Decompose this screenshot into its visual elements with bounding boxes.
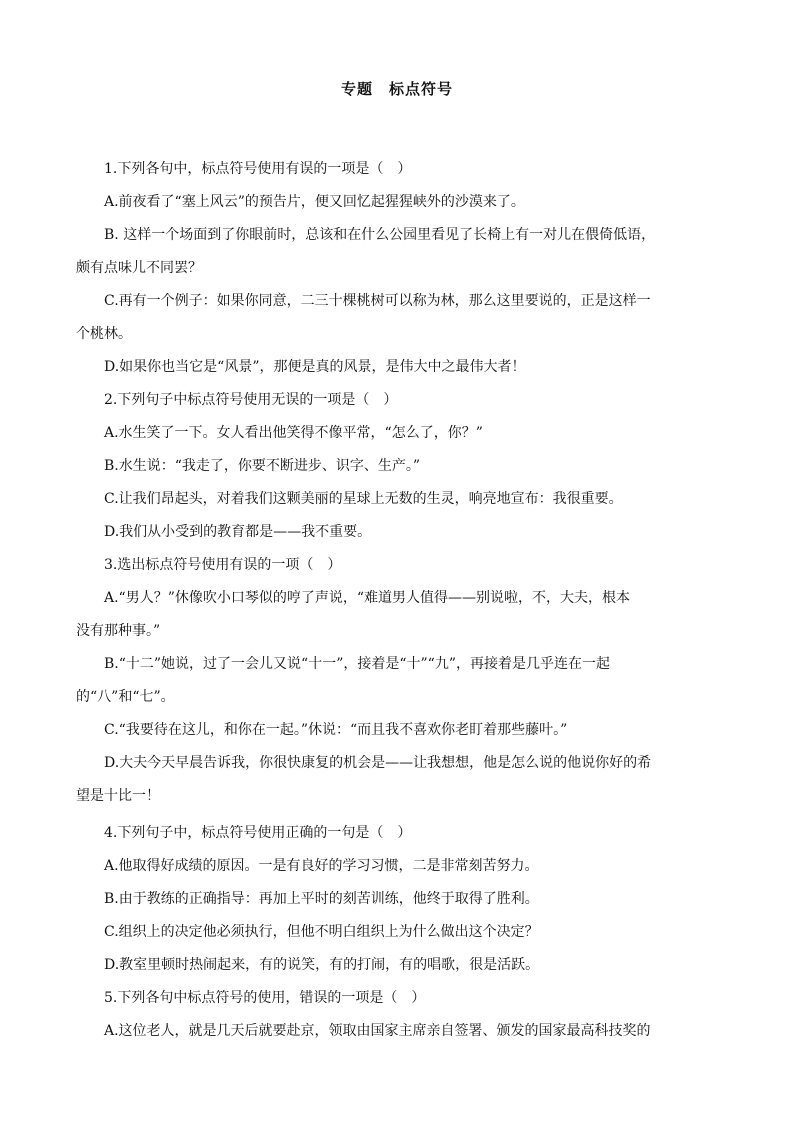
question-1-stem: 1.下列各句中，标点符号使用有误的一项是（ ） — [104, 161, 412, 177]
question-3-option-d-cont: 望是十比一！ — [76, 788, 160, 804]
question-3-option-a: A.“男人？”休像吹小口琴似的哼了声说，“难道男人值得——别说啦，不，大夫，根本 — [104, 590, 631, 606]
question-1-option-d: D.如果你也当它是“风景”，那便是真的风景，是伟大中之最伟大者！ — [104, 359, 526, 375]
question-4-option-d: D.教室里顿时热闹起来，有的说笑，有的打闹，有的唱歌，很是活跃。 — [104, 957, 540, 973]
question-3-option-a-cont: 没有那种事。” — [76, 623, 161, 639]
question-4-option-a: A.他取得好成绩的原因。一是有良好的学习习惯，二是非常刻苦努力。 — [104, 858, 539, 874]
question-2-option-d: D.我们从小受到的教育都是——我不重要。 — [104, 524, 372, 540]
question-3-option-c: C.“我要待在这儿，和你在一起。”休说：“而且我不喜欢你老盯着那些藤叶。” — [104, 722, 568, 738]
question-2-stem: 2.下列句子中标点符号使用无误的一项是（ ） — [104, 392, 398, 408]
question-4-option-c: C.组织上的决定他必须执行，但他不明白组织上为什么做出这个决定？ — [104, 924, 539, 940]
question-3-option-b: B.“十二”她说，过了一会儿又说“十一”，接着是“十”“九”，再接着是几乎连在一起 — [104, 656, 610, 672]
question-1-option-b: B. 这样一个场面到了你眼前时，总该和在什么公园里看见了长椅上有一对儿在偎倚低语， — [104, 227, 656, 243]
question-2-option-b: B.水生说：“我走了，你要不断进步、识字、生产。” — [104, 458, 421, 474]
question-2-option-c: C.让我们昂起头，对着我们这颗美丽的星球上无数的生灵，响亮地宣布：我很重要。 — [104, 491, 623, 507]
question-4-option-b: B.由于教练的正确指导：再加上平时的刻苦训练，他终于取得了胜利。 — [104, 891, 539, 907]
question-5-option-a: A.这位老人，就是几天后就要赴京，领取由国家主席亲自签署、颁发的国家最高科技奖的 — [104, 1023, 651, 1039]
question-1-option-a: A.前夜看了“塞上风云”的预告片，便又回忆起猩猩峡外的沙漠来了。 — [104, 194, 525, 210]
question-body — [76, 153, 726, 1048]
question-4-stem: 4.下列句子中，标点符号使用正确的一句是（ ） — [104, 825, 412, 841]
question-1-option-b-cont: 颇有点味儿不同罢？ — [76, 260, 202, 276]
question-2-option-a: A.水生笑了一下。女人看出他笑得不像平常，“怎么了，你？” — [104, 425, 483, 441]
question-5-stem: 5.下列各句中标点符号的使用，错误的一项是（ ） — [104, 990, 426, 1006]
question-3-option-b-cont: 的“八”和“七”。 — [76, 689, 175, 705]
question-3-option-d: D.大夫今天早晨告诉我，你很快康复的机会是——让我想想，他是怎么说的他说你好的希 — [104, 755, 652, 771]
question-1-option-c-cont: 个桃林。 — [76, 326, 132, 342]
question-1-option-c: C.再有一个例子：如果你同意，二三十棵桃树可以称为林，那么这里要说的，正是这样一 — [104, 293, 651, 309]
question-3-stem: 3.选出标点符号使用有误的一项（ ） — [104, 557, 342, 573]
page-title: 专题 标点符号 — [340, 80, 453, 98]
